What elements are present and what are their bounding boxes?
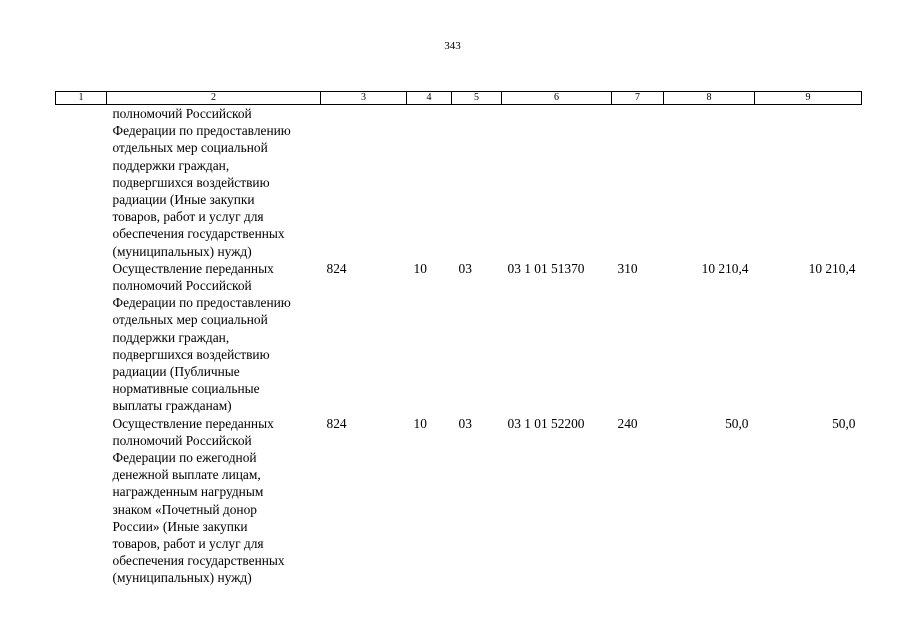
cell-sum1: 10 210,4: [701, 260, 749, 276]
cell-empty: [56, 260, 107, 415]
column-number: 6: [502, 92, 612, 105]
item-name-line: подвергшихся воздействию: [112, 174, 270, 190]
item-name-line: Федерации по предоставлению: [112, 123, 291, 139]
column-number: 7: [612, 92, 664, 105]
column-number-row: [56, 92, 862, 105]
item-name-line: выплаты гражданам): [112, 398, 232, 414]
item-name-line: полномочий Российской: [112, 106, 252, 121]
cell-item-name: [107, 105, 321, 260]
item-name-line: (муниципальных) нужд): [112, 243, 252, 259]
column-number: 4: [407, 92, 452, 105]
cell-target: 03 1 01 51370: [507, 260, 585, 276]
item-name-line: Осуществление переданных: [112, 260, 274, 276]
item-name-line: поддержки граждан,: [112, 157, 230, 173]
cell-sum1: [664, 105, 755, 260]
item-name-line: нормативные социальные: [112, 381, 260, 397]
cell-sum2: 50,0: [832, 415, 856, 431]
cell-code: 824: [326, 260, 347, 276]
column-number: 2: [107, 92, 321, 105]
column-number: 5: [452, 92, 502, 105]
item-name-line: Федерации по ежегодной: [112, 450, 257, 466]
item-name-line: полномочий Российской: [112, 432, 252, 448]
cell-section: 10: [413, 260, 427, 276]
cell-subsection: 03: [458, 415, 472, 431]
cell-target: [502, 105, 612, 260]
column-number: 1: [56, 92, 107, 105]
cell-item-name: [107, 260, 321, 415]
item-name-line: награжденным нагрудным: [112, 484, 264, 500]
cell-empty: [56, 415, 107, 587]
column-number: 9: [755, 92, 862, 105]
table-row: [56, 260, 862, 415]
item-name-line: отдельных мер социальной: [112, 312, 268, 328]
item-name-line: Осуществление переданных: [112, 415, 274, 431]
column-number: 8: [664, 92, 755, 105]
cell-sum2: [755, 105, 862, 260]
cell-subsection: [452, 105, 502, 260]
column-number: 3: [321, 92, 407, 105]
item-name-line: (муниципальных) нужд): [112, 570, 252, 586]
cell-expense-type: 310: [617, 260, 638, 276]
cell-empty: [56, 105, 107, 260]
item-name-line: подвергшихся воздействию: [112, 346, 270, 362]
item-name-line: радиации (Иные закупки: [112, 192, 255, 208]
cell-section: [407, 105, 452, 260]
item-name-line: товаров, работ и услуг для: [112, 209, 264, 225]
cell-item-name: [107, 415, 321, 587]
item-name-line: Федерации по предоставлению: [112, 295, 291, 311]
cell-expense-type: [612, 105, 664, 260]
cell-code: 824: [326, 415, 347, 431]
budget-table: [55, 91, 862, 587]
item-name-line: знаком «Почетный донор: [112, 501, 257, 517]
cell-sum1: 50,0: [725, 415, 749, 431]
cell-subsection: 03: [458, 260, 472, 276]
cell-expense-type: 240: [617, 415, 638, 431]
cell-sum2: 10 210,4: [808, 260, 856, 276]
table-row: [56, 105, 862, 260]
item-name-line: полномочий Российской: [112, 278, 252, 294]
cell-code: [321, 105, 407, 260]
item-name-line: радиации (Публичные: [112, 364, 240, 380]
cell-target: 03 1 01 52200: [507, 415, 585, 431]
item-name-line: товаров, работ и услуг для: [112, 536, 264, 552]
item-name-line: отдельных мер социальной: [112, 140, 268, 156]
item-name-line: обеспечения государственных: [112, 226, 285, 242]
table-row: [56, 415, 862, 587]
item-name-line: России» (Иные закупки: [112, 518, 248, 534]
page-number: 343: [444, 40, 461, 52]
cell-section: 10: [413, 415, 427, 431]
item-name-line: поддержки граждан,: [112, 329, 230, 345]
item-name-line: обеспечения государственных: [112, 553, 285, 569]
item-name-line: денежной выплате лицам,: [112, 467, 261, 483]
